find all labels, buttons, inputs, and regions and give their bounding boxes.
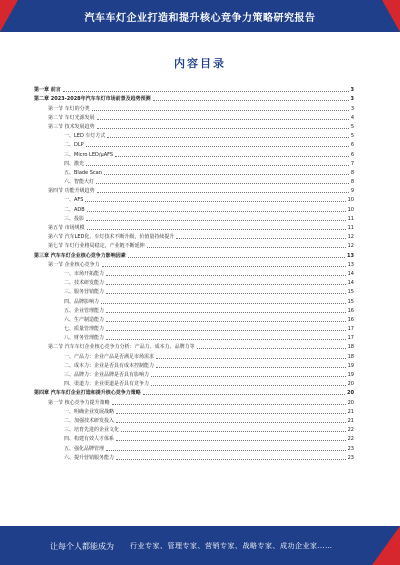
toc-entry-text: 八、财务管理能力 xyxy=(64,335,105,342)
toc-page-number: 8 xyxy=(350,169,354,176)
toc-entry[interactable] xyxy=(34,93,354,102)
toc-entry-text: 一、市场开拓能力 xyxy=(64,270,105,277)
toc-leader-dots xyxy=(106,450,346,451)
toc-entry-text: 六、提升营销服务能力 xyxy=(64,454,115,461)
toc-entry[interactable] xyxy=(34,268,354,277)
toc-entry[interactable] xyxy=(34,213,354,222)
toc-page-number: 17 xyxy=(347,326,354,333)
toc-entry[interactable] xyxy=(34,369,354,378)
toc-page-number: 22 xyxy=(347,436,354,443)
toc-entry[interactable] xyxy=(34,148,354,157)
toc-page-number: 5 xyxy=(350,123,354,130)
toc-page-number: 3 xyxy=(350,105,354,112)
toc-entry[interactable] xyxy=(34,112,354,121)
toc-entry-text: 第三章 汽车车灯企业核心竞争力影响因素 xyxy=(34,252,126,259)
toc-leader-dots xyxy=(106,339,346,340)
toc-entry[interactable] xyxy=(34,332,354,341)
toc-entry-text: 四、构建有效人才体系 xyxy=(64,436,115,443)
toc-entry-text: 第六节 汽车LED化、车灯技术不断升级，价值量持续提升 xyxy=(48,234,175,241)
toc-leader-dots xyxy=(106,293,346,294)
report-title: 汽车车灯企业打造和提升核心竞争力策略研究报告 xyxy=(84,13,316,24)
toc-leader-dots xyxy=(107,137,348,138)
toc-leader-dots xyxy=(96,183,349,184)
toc-leader-dots xyxy=(116,440,346,441)
toc-entry-text: 五、Blade Scan xyxy=(64,169,102,176)
toc-entry-text: 五、强化品牌管理 xyxy=(64,445,105,452)
toc-entry-text: 三、培育先进的企业文化 xyxy=(64,427,120,434)
toc-page-number: 16 xyxy=(347,307,354,314)
toc-entry-text: 第一节 核心竞争力提升策略 xyxy=(48,399,110,406)
toc-page-number: 15 xyxy=(347,298,354,305)
toc-entry[interactable] xyxy=(34,396,354,405)
toc-page-number: 13 xyxy=(347,252,354,259)
toc-leader-dots xyxy=(115,156,349,157)
toc-entry[interactable] xyxy=(34,305,354,314)
toc-entry-text: 三、品牌力：企业品牌是否具有影响力 xyxy=(64,372,150,378)
toc-entry-text: 第四章 汽车车灯企业打造和提升核心竞争力策略 xyxy=(34,390,141,397)
toc-entry[interactable] xyxy=(34,185,354,194)
toc-entry[interactable] xyxy=(34,121,354,130)
footer-slogan-left: 让每个人都能成为 xyxy=(50,542,114,551)
toc-entry-text: 第二节 汽车车灯企业核心竞争力分析：产品力、成本力、品牌力等 xyxy=(48,344,195,351)
toc-leader-dots xyxy=(85,201,345,202)
toc-entry-text: 二、加强技术研发投入 xyxy=(64,417,115,424)
toc-page-number: 14 xyxy=(347,280,354,287)
toc-page-number: 12 xyxy=(347,243,354,250)
toc-entry-text: 二、ADB xyxy=(64,206,85,213)
toc-page-number: 23 xyxy=(347,445,354,452)
toc-leader-dots xyxy=(86,165,349,166)
toc-entry[interactable] xyxy=(34,249,354,258)
toc-heading: 内容目录 xyxy=(174,57,226,70)
toc-page-number: 22 xyxy=(347,427,354,434)
toc-entry[interactable] xyxy=(34,442,354,451)
toc-page-number: 20 xyxy=(347,381,354,388)
toc-page-number: 21 xyxy=(347,408,354,415)
toc-entry-text: 六、智能大灯 xyxy=(64,179,95,186)
toc-entry[interactable] xyxy=(34,102,354,111)
toc-page-number: 3 xyxy=(350,96,354,103)
toc-leader-dots xyxy=(153,100,349,101)
toc-entry[interactable] xyxy=(34,387,354,396)
toc-entry[interactable] xyxy=(34,360,354,369)
toc-leader-dots xyxy=(87,229,346,230)
toc-entry-text: 四、品牌影响力 xyxy=(64,298,100,305)
toc-leader-dots xyxy=(151,376,346,377)
toc-leader-dots xyxy=(86,220,346,221)
toc-leader-dots xyxy=(176,238,345,239)
toc-page-number: 20 xyxy=(347,390,354,397)
toc-page-number: 5 xyxy=(350,133,354,140)
toc-leader-dots xyxy=(151,385,346,386)
toc-leader-dots xyxy=(86,146,349,147)
toc-entry-text: 三、投影 xyxy=(64,215,85,222)
toc-entry[interactable] xyxy=(34,139,354,148)
toc-entry-text: 一、AFS xyxy=(64,197,84,204)
toc-entry[interactable] xyxy=(34,350,354,359)
toc-entry-text: 四、激光 xyxy=(64,160,85,167)
toc-leader-dots xyxy=(106,321,346,322)
toc-leader-dots xyxy=(121,431,346,432)
toc-leader-dots xyxy=(143,394,345,395)
toc-entry-text: 第一节 车灯的分类 xyxy=(48,105,90,112)
toc-page-number: 11 xyxy=(347,225,354,231)
toc-leader-dots xyxy=(197,348,346,349)
toc-page-number: 23 xyxy=(347,454,354,461)
toc-leader-dots xyxy=(106,284,346,285)
toc-page-number: 15 xyxy=(347,289,354,296)
toc-entry-text: 二、成本力：企业是否具有成本控制能力 xyxy=(64,362,155,369)
toc-entry[interactable] xyxy=(34,406,354,415)
toc-leader-dots xyxy=(128,257,345,258)
toc-page-number: 10 xyxy=(347,197,354,204)
toc-page-number: 17 xyxy=(347,335,354,342)
footer-banner xyxy=(0,526,400,565)
toc-leader-dots xyxy=(106,275,346,276)
toc-leader-dots xyxy=(97,119,349,120)
toc-entry-text: 二、技术研发能力 xyxy=(64,280,105,287)
toc-entry-text: 一、产品力：企业产品是否满足市场需求 xyxy=(64,353,155,360)
toc-entry[interactable] xyxy=(34,240,354,249)
toc-entry-text: 第一节 企业核心竞争力 xyxy=(48,261,100,268)
toc-page-number: 10 xyxy=(347,206,354,213)
toc-entry[interactable] xyxy=(34,452,354,461)
toc-leader-dots xyxy=(97,192,349,193)
toc-entry[interactable] xyxy=(34,176,354,185)
toc-leader-dots xyxy=(106,330,346,331)
toc-page-number: 18 xyxy=(347,344,354,351)
toc-page-number: 16 xyxy=(347,316,354,323)
toc-entry[interactable] xyxy=(34,433,354,442)
toc-leader-dots xyxy=(97,128,349,129)
toc-page-number: 4 xyxy=(350,114,354,121)
toc-leader-dots xyxy=(106,312,346,313)
toc-entry[interactable] xyxy=(34,203,354,212)
toc-entry[interactable] xyxy=(34,194,354,203)
toc-leader-dots xyxy=(147,247,346,248)
toc-leader-dots xyxy=(116,422,346,423)
toc-entry[interactable] xyxy=(34,167,354,176)
toc-entry[interactable] xyxy=(34,84,354,93)
toc-entry[interactable] xyxy=(34,323,354,332)
toc-page-number: 8 xyxy=(350,179,354,186)
toc-leader-dots xyxy=(104,174,349,175)
toc-page-number: 19 xyxy=(347,372,354,378)
toc-leader-dots xyxy=(92,110,349,111)
toc-entry-text: 一、LED 车灯方式 xyxy=(64,133,106,140)
toc-leader-dots xyxy=(116,413,346,414)
toc-entry-text: 四、渠道力：企业渠道是否具有竞争力 xyxy=(64,381,150,388)
toc-entry-text: 三、服务营销能力 xyxy=(64,289,105,296)
toc-page-number: 6 xyxy=(350,142,354,149)
toc-page-number: 19 xyxy=(347,362,354,369)
toc-leader-dots xyxy=(101,303,346,304)
toc-page-number: 12 xyxy=(347,234,354,241)
toc-entry-text: 五、企业管理能力 xyxy=(64,307,105,314)
header-banner xyxy=(0,0,400,32)
toc-page-number: 14 xyxy=(347,270,354,277)
toc-entry-text: 三、Micro LED/μAFS xyxy=(64,151,114,158)
toc-entry[interactable] xyxy=(34,158,354,167)
toc-page-number: 6 xyxy=(350,151,354,158)
toc-entry[interactable] xyxy=(34,341,354,350)
toc-entry-text: 第一章 前言 xyxy=(34,87,61,94)
toc-entry[interactable] xyxy=(34,286,354,295)
toc-page-number: 13 xyxy=(347,261,354,268)
toc-page-number: 11 xyxy=(347,215,354,222)
toc-leader-dots xyxy=(102,266,346,267)
toc-entry-text: 六、生产制造能力 xyxy=(64,316,105,323)
toc-page-number: 18 xyxy=(347,353,354,360)
toc-entry-text: 第四节 功能升级趋势 xyxy=(48,188,95,195)
toc-leader-dots xyxy=(112,404,346,405)
toc-entry-text: 第二节 车灯光源发展 xyxy=(48,114,95,121)
toc-entry[interactable] xyxy=(34,415,354,424)
toc-page-number: 7 xyxy=(350,160,354,167)
toc-entry-text: 第五节 市场规模 xyxy=(48,225,85,231)
toc-entry-text: 一、明确企业发展战略 xyxy=(64,408,115,415)
toc-entry[interactable] xyxy=(34,259,354,268)
toc-page-number: 20 xyxy=(347,399,354,406)
toc-page-number: 3 xyxy=(350,87,354,94)
toc-leader-dots xyxy=(116,459,346,460)
toc-leader-dots xyxy=(63,91,349,92)
toc-entry-text: 第七节 车灯行业格局稳定，产业链不断延伸 xyxy=(48,243,145,250)
toc-entry[interactable] xyxy=(34,424,354,433)
toc-entry[interactable] xyxy=(34,314,354,323)
toc-page-number: 21 xyxy=(347,417,354,424)
toc-entry[interactable] xyxy=(34,378,354,387)
toc-leader-dots xyxy=(156,358,346,359)
toc-entry-text: 七、质量管理能力 xyxy=(64,326,105,333)
toc-leader-dots xyxy=(156,367,346,368)
footer-accent xyxy=(372,526,400,565)
toc-page-number: 9 xyxy=(350,188,354,195)
toc-entry[interactable] xyxy=(34,222,354,231)
toc-entry-text: 第二章 2023-2028年汽车车灯市场前景及趋势预测 xyxy=(34,96,151,103)
toc-leader-dots xyxy=(87,211,346,212)
toc-entry-text: 二、DLP xyxy=(64,142,84,149)
toc-entry[interactable] xyxy=(34,130,354,139)
footer-slogan-right: 行业专家、管理专家、营销专家、战略专家、成功企业家…… xyxy=(130,542,333,550)
table-of-contents xyxy=(34,84,354,461)
toc-entry[interactable] xyxy=(34,231,354,240)
toc-entry[interactable] xyxy=(34,277,354,286)
toc-entry[interactable] xyxy=(34,295,354,304)
toc-entry-text: 第三节 技术发展趋势 xyxy=(48,123,95,130)
